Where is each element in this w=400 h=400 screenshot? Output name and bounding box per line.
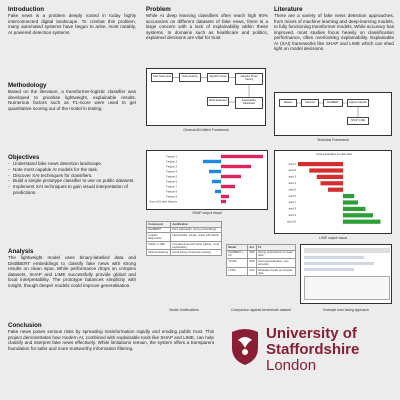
lime-bar xyxy=(343,213,373,217)
shap-bar xyxy=(215,190,221,193)
shap-feature-label: Feature 1 xyxy=(166,155,177,159)
example-ui-line xyxy=(304,262,374,265)
shap-chart-svg xyxy=(147,151,267,209)
logo-line-2: Staffordshire xyxy=(266,341,360,358)
table-cell: Strong performance on clean data xyxy=(256,250,295,259)
shap-chart xyxy=(146,150,268,210)
literature-section xyxy=(274,6,394,52)
lime-bar xyxy=(343,194,354,198)
table-header: Acc xyxy=(248,245,257,251)
table-cell: Logistic Regression xyxy=(147,233,171,242)
diagram-node: Logistic Classifier xyxy=(347,99,369,107)
logo-line-3: London xyxy=(266,357,317,374)
shap-bar xyxy=(221,155,263,158)
shap-feature-label: Feature 5 xyxy=(166,175,177,179)
objectives-list xyxy=(8,161,136,195)
analysis-section xyxy=(8,248,136,288)
table-header: F1 xyxy=(256,245,295,251)
table-cell: 89% xyxy=(248,259,257,268)
general-framework-diagram xyxy=(146,68,266,126)
lime-bar xyxy=(343,220,381,224)
table-header: Justification xyxy=(171,222,222,228)
table-cell: DistilBERT xyxy=(147,227,171,233)
methodology-section xyxy=(8,82,136,111)
table-cell: Interpretable, simple, works with SHAP xyxy=(171,233,222,242)
shap-feature-label: Feature 7 xyxy=(166,185,177,189)
lime-chart xyxy=(274,150,392,234)
logo-line-1: University of xyxy=(266,325,357,342)
lime-chart-svg xyxy=(276,159,392,233)
problem-section xyxy=(146,6,268,41)
diagram-node: Tokenizer xyxy=(301,99,319,107)
shap-bar xyxy=(212,180,221,183)
example-ui-line xyxy=(304,256,364,259)
conclusion-heading: Conclusion xyxy=(8,322,42,329)
lime-bar xyxy=(343,200,358,204)
diagram-node: Explainability Dashboard xyxy=(235,97,263,109)
literature-heading: Literature xyxy=(274,6,303,13)
table-row xyxy=(147,241,222,250)
table-header: Component xyxy=(147,222,171,228)
technical-framework-caption: Technical Framework xyxy=(316,138,350,142)
lime-feature-label: word 9 xyxy=(288,214,296,217)
example-caption: Example user facing approach xyxy=(323,308,369,312)
table-row xyxy=(227,250,296,259)
shap-caption: SHAP output visual xyxy=(192,211,222,215)
lime-bar xyxy=(321,181,344,185)
shap-bar xyxy=(209,170,221,173)
table-cell: DistilBERT + LR xyxy=(227,250,248,259)
lime-feature-label: word 6 xyxy=(288,194,296,198)
diagram-arrows xyxy=(147,69,267,127)
objectives-heading: Objectives xyxy=(8,154,40,161)
methodology-heading: Methodology xyxy=(8,82,47,89)
conclusion-body: Fake news poses serious risks by spreading misinformation rapidly and eroding public trust. This project demonstrates how modern AI, combined with explainable tools like SHAP and LIME, can help classify and interpret fake news effectively. While limitations remain, the system offers a transparent foundation for safer and more trustworthy information filtering. xyxy=(8,329,214,351)
table-cell: Complements each other (global - local explanation) xyxy=(171,241,222,250)
analysis-body: The lightweight model uses binary-labelled data and DistilBERT embeddings to classify fake news with strong results on clean input. While performance drops on complex datasets, SHAP and LIME successfully provide global and local interpretability. The prototype balances simplicity with insight, though deeper models could improve generalisation. xyxy=(8,255,136,288)
table-cell: Avoid losing contextual meaning xyxy=(171,250,222,256)
table-cell: Minimal cleaning xyxy=(147,250,171,256)
conclusion-section xyxy=(8,322,214,351)
comparison-caption: Comparison against benchmark dataset xyxy=(231,308,291,312)
lime-feature-label: word 5 xyxy=(288,188,296,192)
lime-bar xyxy=(328,188,343,192)
table-cell: LSTM xyxy=(227,267,248,276)
lime-bar xyxy=(309,168,343,172)
table-cell: Good generalisation, less accuracy xyxy=(256,259,295,268)
lime-feature-label: word 1 xyxy=(288,162,296,166)
general-framework-caption: General AI/Unified Framework xyxy=(183,128,229,132)
shap-feature-label: Feature 9 xyxy=(166,195,177,199)
example-ui-line xyxy=(304,268,354,271)
diagram-node: Model Evaluation xyxy=(207,97,229,106)
table-cell: SHAP + LIME xyxy=(147,241,171,250)
diagram-node: DistilBERT xyxy=(323,99,343,107)
lime-bar xyxy=(298,162,343,166)
diagram-node: Data Cleaning xyxy=(179,73,201,82)
table-cell: TF-IDF xyxy=(227,259,248,268)
example-ui-header xyxy=(304,248,390,253)
university-crest-icon xyxy=(228,326,262,366)
table-row xyxy=(147,233,222,242)
shap-feature-label: Feature 8 xyxy=(166,190,177,194)
analysis-heading: Analysis xyxy=(8,248,34,255)
introduction-body: Fake news is a problem deeply rooted in today highly interconnected digital landscape. To combat this problem, many automated systems have begun to arise, most notably, AI powered detection systems. xyxy=(8,13,136,35)
problem-body: While AI deep learning classifiers often reach high 90% accuracies on different datasets of fake news, there is a large concern with a lack of explainability within these systems. In domains such as healthcare and politics, explained decisions are vital for trust. xyxy=(146,13,268,40)
lime-caption: LIME output visual xyxy=(319,236,347,240)
table-cell: Fast, lightweight, strong embeddings xyxy=(171,227,222,233)
example-ui-panel xyxy=(304,276,390,300)
lime-feature-label: word 8 xyxy=(288,207,296,211)
shap-bar xyxy=(221,200,226,203)
table-row xyxy=(147,250,222,256)
shap-bar xyxy=(221,195,229,198)
shap-feature-label: Feature 6 xyxy=(166,180,177,184)
shap-feature-label: Sum of 10 other features xyxy=(149,200,177,204)
technical-framework-diagram xyxy=(274,92,392,136)
lime-bar xyxy=(343,207,366,211)
shap-bar xyxy=(221,185,235,188)
table-cell: Moderate results on complex data xyxy=(256,267,295,276)
table-header: Model xyxy=(227,245,248,251)
diagram-node: Classifier Model Training xyxy=(235,73,263,85)
lime-feature-label: word 10 xyxy=(287,220,296,224)
objectives-section xyxy=(8,154,136,195)
example-user-interface xyxy=(300,244,392,304)
objective-item: - Build a simple prototype classifier to use on public datasets. xyxy=(8,178,136,184)
comparison-table xyxy=(226,244,296,276)
shap-bar xyxy=(221,165,251,168)
objective-item: - Discover XAI techniques for classifiers. xyxy=(8,173,136,179)
introduction-heading: Introduction xyxy=(8,6,45,13)
model-justification-table xyxy=(146,221,222,256)
objective-item: - Note most capable AI models for the task. xyxy=(8,167,136,173)
shap-bar xyxy=(221,175,241,178)
technical-arrows xyxy=(275,93,393,137)
lime-feature-label: word 7 xyxy=(288,201,296,205)
diagram-node: SHAP / LIME xyxy=(347,117,369,125)
model-justification-caption: Model Justifications xyxy=(169,308,199,312)
objective-item: - Implement XAI techniques to gain visual interpretation of predictions. xyxy=(8,184,136,195)
table-row xyxy=(227,267,296,276)
introduction-section xyxy=(8,6,136,35)
lime-feature-label: word 4 xyxy=(288,182,296,185)
diagram-node: Dataset xyxy=(279,99,297,107)
shap-bar xyxy=(203,160,221,163)
shap-feature-label: Feature 3 xyxy=(166,165,177,169)
methodology-body: Based on the literature, a transformer-logistic classifier was developed to prioritise lightweight, explainable results. Numerous factors such as F1-score were used to get quantitative scoring out of the model in testing. xyxy=(8,89,136,111)
university-logo xyxy=(226,322,396,388)
lime-title: Local explanation for class fake xyxy=(315,153,353,156)
lime-feature-label: word 2 xyxy=(288,169,296,173)
diagram-node: Algorithm Setup xyxy=(207,73,229,82)
shap-feature-label: Feature 2 xyxy=(166,160,177,164)
problem-heading: Problem xyxy=(146,6,171,13)
shap-feature-label: Feature 4 xyxy=(166,170,177,174)
objective-item: - Understand fake news detection landscape. xyxy=(8,161,136,167)
lime-feature-label: word 3 xyxy=(288,175,296,179)
table-cell: 91% xyxy=(248,267,257,276)
diagram-node: Fake News Input xyxy=(151,73,173,82)
literature-body: There are a variety of fake news detection approaches, from mixes of machine learning and deep-learning models, to fully functioning transformer models. While accuracy has improved, most studies focus heavily on classification performance, often overlooking explainability. Explainable AI (XAI) frameworks like SHAP and LIME which can shed light on model decisions. xyxy=(274,13,394,51)
lime-bar xyxy=(317,175,343,179)
table-row xyxy=(227,259,296,268)
table-cell: 96% xyxy=(248,250,257,259)
